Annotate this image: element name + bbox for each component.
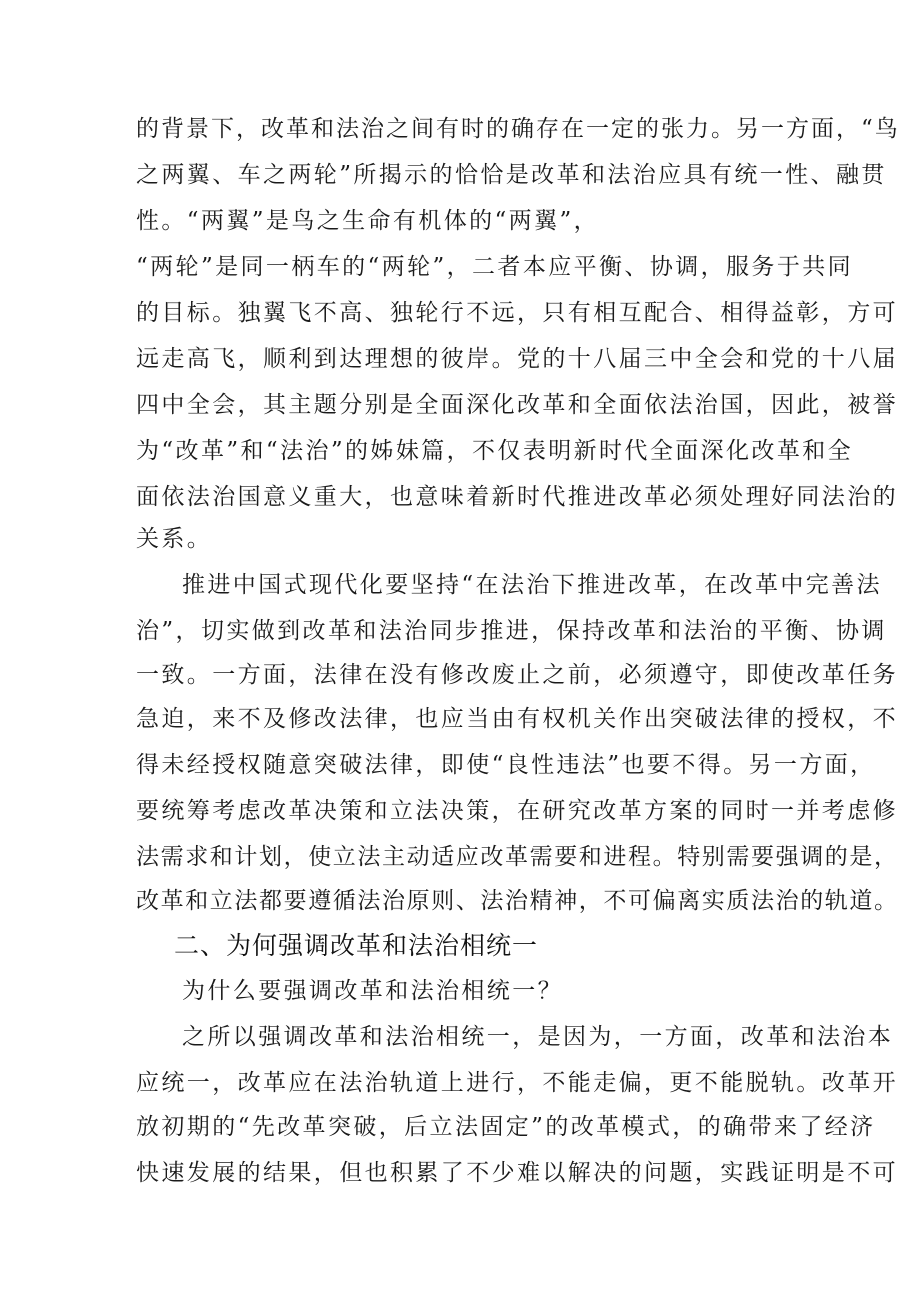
paragraph-3-line-2: 应统一，改革应在法治轨道上进行，不能走偏，更不能脱轨。改革开: [136, 1070, 898, 1096]
paragraph-3-line-1: 之所以强调改革和法治相统一，是因为，一方面，改革和法治本: [182, 1024, 894, 1050]
paragraph-1-line-3: 性。“两翼”是鸟之生命有机体的“两翼”，: [136, 208, 600, 234]
paragraph-1-line-10: 关系。: [136, 526, 213, 552]
question-line: 为什么要强调改革和法治相统一？: [182, 978, 563, 1004]
paragraph-3-line-3: 放初期的“先改革突破，后立法固定”的改革模式，的确带来了经济: [136, 1114, 876, 1140]
paragraph-1-line-5: 的目标。独翼飞不高、独轮行不远，只有相互配合、相得益彰，方可: [136, 300, 898, 326]
paragraph-1-line-4: “两轮”是同一柄车的“两轮”，二者本应平衡、协调，服务于共同: [136, 254, 854, 280]
paragraph-1-line-8: 为“改革”和“法治”的姊妹篇，不仅表明新时代全面深化改革和全: [136, 438, 854, 464]
paragraph-2-line-7: 法需求和计划，使立法主动适应改革需要和进程。特别需要强调的是，: [136, 844, 899, 870]
paragraph-1-line-1: 的背景下，改革和法治之间有时的确存在一定的张力。另一方面，“鸟: [136, 116, 900, 142]
paragraph-2-line-8: 改革和立法都要遵循法治原则、法治精神，不可偏离实质法治的轨道。: [136, 888, 899, 914]
paragraph-2-line-1: 推进中国式现代化要坚持“在法治下推进改革，在改革中完善法: [182, 572, 882, 598]
paragraph-2-line-3: 一致。一方面，法律在没有修改废止之前，必须遵守，即使改革任务: [136, 662, 898, 688]
paragraph-2-line-2: 治”，切实做到改革和法治同步推进，保持改革和法治的平衡、协调: [136, 618, 887, 644]
paragraph-2-line-4: 急迫，来不及修改法律，也应当由有权机关作出突破法律的授权，不: [136, 706, 898, 732]
paragraph-2-line-5: 得未经授权随意突破法律，即使“良性违法”也要不得。另一方面，: [136, 752, 876, 778]
paragraph-1-line-6: 远走高飞，顺利到达理想的彼岸。党的十八届三中全会和党的十八届: [136, 346, 898, 372]
paragraph-1-line-2: 之两翼、车之两轮”所揭示的恰恰是改革和法治应具有统一性、融贯: [136, 162, 887, 188]
paragraph-1-line-9: 面依法治国意义重大，也意味着新时代推进改革必须处理好同法治的: [136, 484, 898, 510]
section-heading: 二、为何强调改革和法治相统一: [174, 931, 539, 960]
paragraph-3-line-4: 快速发展的结果，但也积累了不少难以解决的问题，实践证明是不可: [136, 1160, 898, 1186]
paragraph-1-line-7: 四中全会，其主题分别是全面深化改革和全面依法治国，因此，被誉: [136, 392, 898, 418]
paragraph-2-line-6: 要统筹考虑改革决策和立法决策，在研究改革方案的同时一并考虑修: [136, 798, 898, 824]
